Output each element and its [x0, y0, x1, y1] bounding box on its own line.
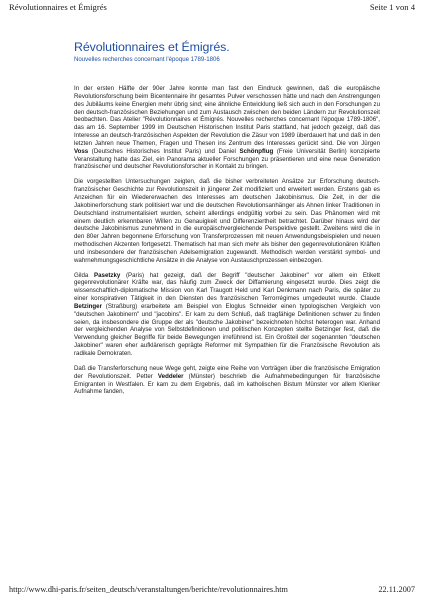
paragraph-1-text: In der ersten Hälfte der 90er Jahre konnte man fast den Eindruck gewinnen, daß die europäische Revolutionsforschung beim Bicentennaire ihr gesamtes Pulver verschossen hätte und nach den Anstrengungen des Jubiläums keine Energien mehr übrig sind; eine ähnliche Entwicklung ließ sich auch in den Forschungen zu den deutsch-französischen Beziehungen und zum Austausch zwischen den beiden Ländern zur Revolutionszeit beobachten. Das Atelier "Révolutionnaires et Émigrés. Nouvelles recherches concernant l'époque 1789-1806", das am 16. September 1999 im Deutschen Historischen Institut Paris stattfand, hat jedoch gezeigt, daß das Interesse an deutsch-französischen Aspekten der Revolution die Zäsur von 1989 überdauert hat und daß in den letzten Jahren neue Themen, Fragen und Thesen ins Zentrum des Interesses gerückt sind. Die von Jürgen: [74, 85, 380, 147]
author-name-pasetzky: Pasetzky: [94, 271, 121, 279]
author-name-voss: Voss: [74, 147, 89, 155]
paragraph-2: Die vorgestellten Untersuchungen zeigten, daß die bisher verbreiteten Ansätze zur Erforschung deutsch-französischer Geschichte zur Revolutionszeit in jüngerer Zeit modifiziert und erweitert werden. Erstens gab es Anzeichen für ein Wiedererwachen des Interesses am deutschen Jakobinismus. Die Zeit, in der die Jakobinerforschung stark politisiert war und die deutschen Revolutionsanhänger als Ahnen linker Traditionen in Deutschland instrumentalisiert wurden, scheint allerdings endgültig vorbei zu sein. Das Phänomen wird mit einem deutlich erkennbaren Willen zu Genauigkeit und Differenziertheit betrachtet. Darüber hinaus wird der deutsche Jakobinismus zunehmend in die europäischvergleichende Perspektive gestellt. Zweitens wird die in den 80er Jahren begonnene Erforschung von Transferprozessen mit neuen Anwendungsbeispielen und neuen methodischen Akzenten fortgesetzt. Thematisch hat man sich mehr als bisher den gegenrevolutionären Kräften und insbesondere der französischen Adelsemigration zugewandt. Methodisch werden verstärkt symbol- und wahrnehmungsgeschichtliche Ansätze in die Analyse von Austauschprozessen einbezogen.: [74, 178, 380, 264]
paragraph-1-text-c: (Freie Universität Berlin) konzipierte Veranstaltung hatte das Ziel, ein Panorama aktueller Forschungen zu präsentieren und eine neue Generation französischer und deutscher Revolutionsforscher in Kontakt zu bringen.: [74, 147, 380, 171]
author-name-schoenpflug: Schönpflug: [239, 147, 274, 155]
page-header-title: Révolutionnaires et Émigrés: [9, 2, 107, 12]
article-subtitle: Nouvelles recherches concernant l'époque 1789-1806: [74, 56, 220, 63]
paragraph-3-text-b: (Paris) hat gezeigt, daß der Begriff "deutscher Jakobiner" vor allem ein Etikett gegenrevolutionärer Kräfte war, das häufig zum Zweck der Diffamierung eingesetzt wurde. Dies zeigt die wissenschaftlich-diplomatische Mission von Karl Traugott Held und Karl Denkmann nach Paris, die später zu einer konspirativen Tätigkeit in den Diensten des französischen Terrorrégimes umgedeutet wurde. Claude: [74, 271, 380, 303]
paragraph-3: [74, 272, 380, 358]
paragraph-3-text-a: Gilda: [74, 271, 95, 279]
page-url: http://www.dhi-paris.fr/seiten_deutsch/veranstaltungen/berichte/revolutionnaires.htm: [9, 585, 288, 594]
author-name-veddeler: Veddeler: [157, 372, 184, 380]
paragraph-4-text-b: (Münster) beschrieb die Aufnahmebedingungen für französische Emigranten in Westfalen. Er kam zu dem Ergebnis, daß im katholischen Bistum Münster vor allem Kleriker Aufnahme fanden,: [74, 372, 380, 396]
paragraph-4-text-a: Daß die Transferforschung neue Wege geht, zeigte eine Reihe von Vorträgen über die französische Emigration der Revolutionszeit. Petter: [74, 364, 380, 380]
paragraph-4: [74, 365, 380, 396]
print-date: 22.11.2007: [378, 585, 415, 594]
paragraph-1-text-b: (Deutsches Historisches Institut Paris) und Daniel: [88, 147, 240, 155]
article-title: Révolutionnaires et Émigrés.: [74, 40, 230, 54]
author-name-betzinger: Betzinger: [74, 302, 102, 310]
page-number: Seite 1 von 4: [369, 2, 415, 12]
paragraph-1: [74, 85, 380, 171]
article: [74, 40, 380, 403]
paragraph-3-text-c: (Straßburg) erarbeitete am Beispiel von Eloglus Schneider einen typologischen Vergleich von "deutschen Jakobinern" und "jacobins". Er kam zu dem Schluß, daß tragfähige Definitionen schwer zu finden seien, da insbesondere die Gruppe der als "deutsche Jakobiner" bezeichneten höchst heterogen war. Anhand der vergleichenden Analyse von Selbstdefinitionen und politischen Konzepten stellte Betzinger fest, daß die Verwendung gleicher Begriffe für beide Bewegungen irreführend ist. Ein Großteil der sogenannten "deutschen Jakobiner" waren eher aufklärerisch geprägte Reformer mit Sympathien für die Französische Revolution als radikale Demokraten.: [74, 302, 380, 357]
